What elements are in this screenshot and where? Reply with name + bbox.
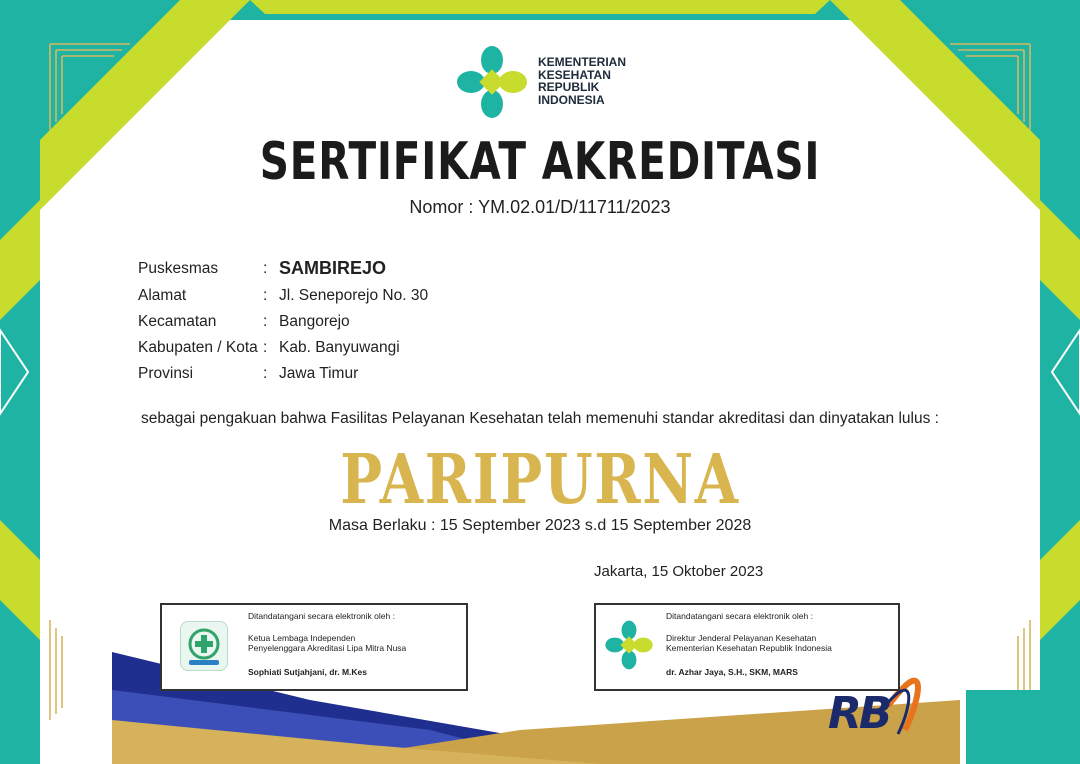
rb-watermark-logo: RB [828,688,890,739]
signature-box-dirjen: Ditandatangani secara elektronik oleh : Direktur Jenderal Pelayanan Kesehatan Kementerian Kesehatan Republik Indonesia dr. Azhar Jaya, S.H., SKM, MARS [594,603,900,691]
ministry-logo [455,44,529,120]
lipa-mitra-nusa-logo [180,621,228,671]
certificate-number: Nomor : YM.02.01/D/11711/2023 [409,197,671,217]
accreditation-statement: sebagai pengakuan bahwa Fasilitas Pelayanan Kesehatan telah memenuhi standar akreditasi dan dinyatakan lulus : [141,410,939,427]
validity-period: Masa Berlaku : 15 September 2023 s.d 15 September 2028 [328,517,752,534]
ministry-logo-small [604,619,654,671]
signature-box-lembaga: Ditandatangani secara elektronik oleh : Ketua Lembaga Independen Penyelenggara Akreditasi Lipa Mitra Nusa Sophiati Sutjahjani, dr. M.Kes [160,603,468,691]
accreditation-result: PARIPURNA [340,440,740,520]
medical-cross-icon [181,622,227,670]
ministry-name: KEMENTERIAN KESEHATAN REPUBLIK INDONESIA [538,55,627,107]
place-date: Jakarta, 15 Oktober 2023 [594,563,764,580]
certificate-title: SERTIFIKAT AKREDITASI [259,132,821,192]
